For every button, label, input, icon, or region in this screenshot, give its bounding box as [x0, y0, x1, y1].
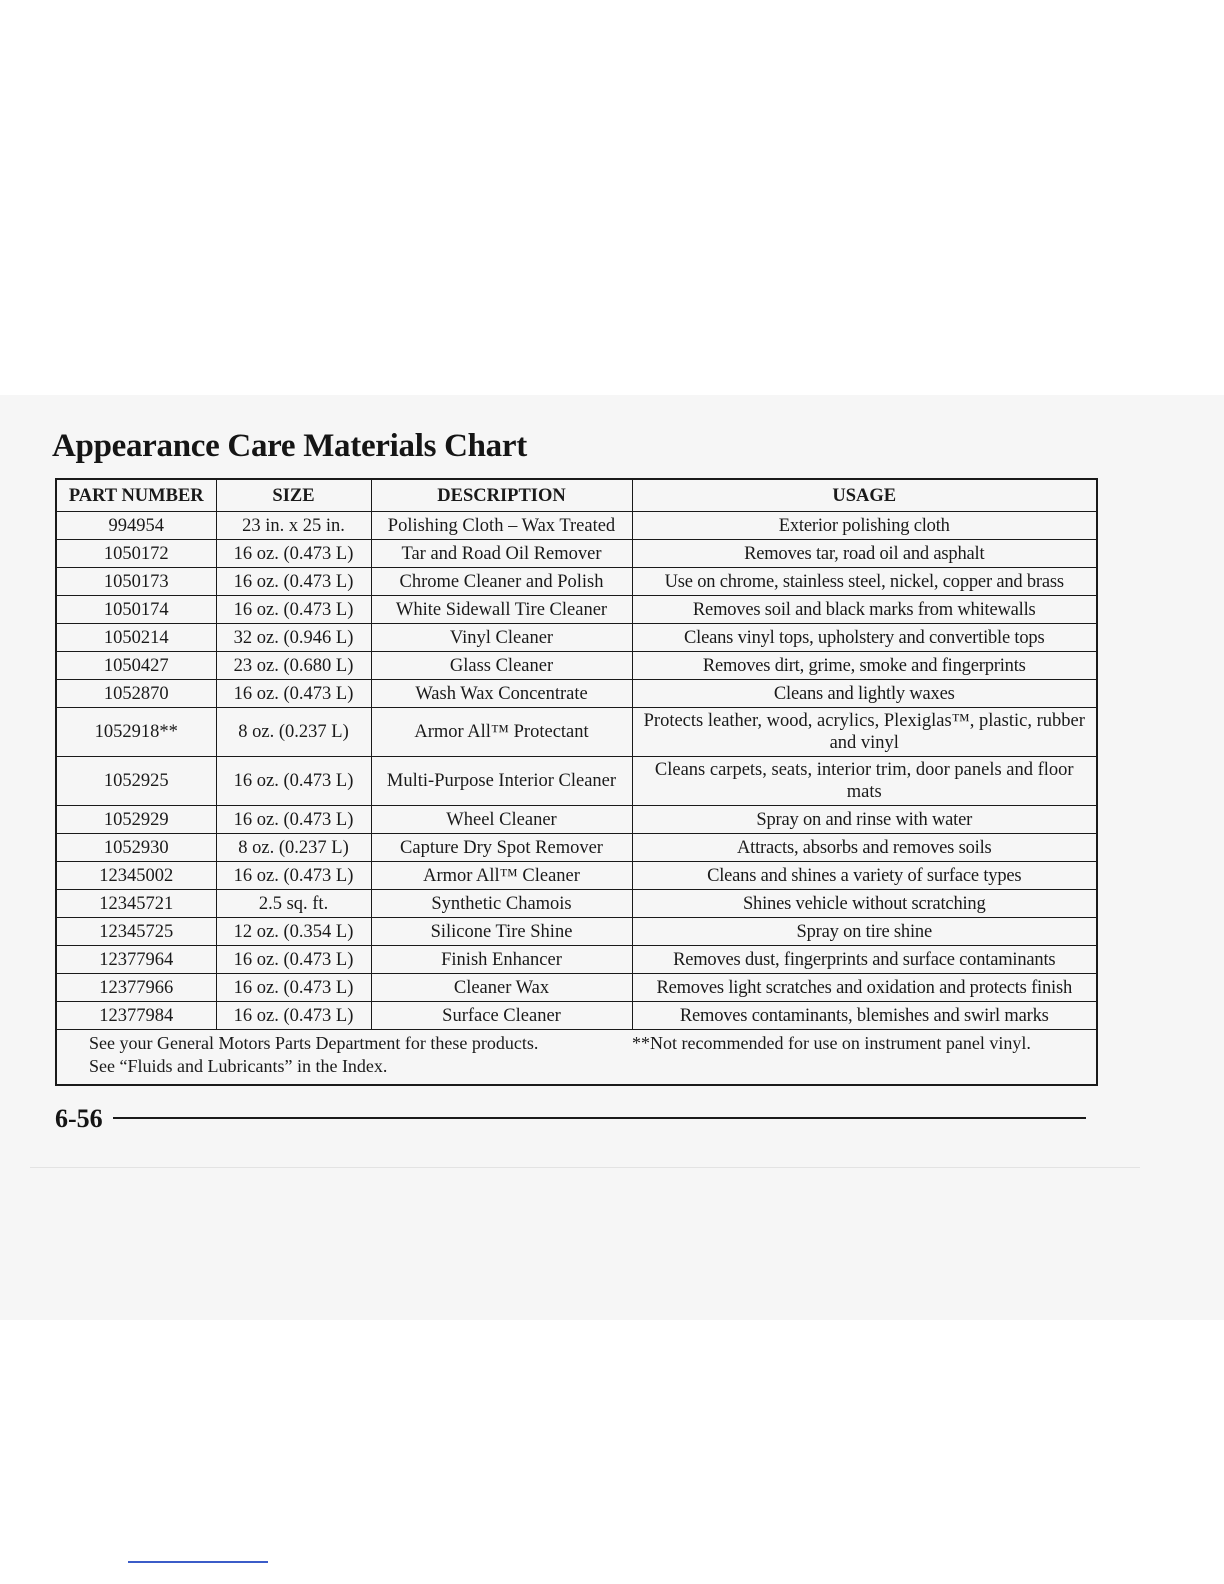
part-number-cell: 1050173: [56, 568, 216, 596]
part-number-cell: 12377964: [56, 946, 216, 974]
part-number-cell: 1052925: [56, 757, 216, 806]
part-number-cell: 12345721: [56, 890, 216, 918]
part-number-cell: 1050172: [56, 540, 216, 568]
size-cell: 16 oz. (0.473 L): [216, 680, 371, 708]
footnote-fluids-line: See “Fluids and Lubricants” in the Index.: [89, 1056, 388, 1076]
size-cell: 16 oz. (0.473 L): [216, 862, 371, 890]
description-cell: Armor All™ Protectant: [371, 708, 632, 757]
part-number-cell: 994954: [56, 512, 216, 540]
usage-cell: Removes dirt, grime, smoke and fingerprints: [632, 652, 1097, 680]
footer-rule: [113, 1117, 1086, 1119]
part-number-cell: 1052918**: [56, 708, 216, 757]
size-cell: 16 oz. (0.473 L): [216, 974, 371, 1002]
header-description: DESCRIPTION: [371, 479, 632, 512]
description-cell: Surface Cleaner: [371, 1002, 632, 1030]
description-cell: Synthetic Chamois: [371, 890, 632, 918]
size-cell: 8 oz. (0.237 L): [216, 708, 371, 757]
usage-cell: Spray on tire shine: [632, 918, 1097, 946]
table-row: [56, 680, 1097, 708]
usage-cell: Spray on and rinse with water: [632, 806, 1097, 834]
usage-cell: Cleans vinyl tops, upholstery and convertible tops: [632, 624, 1097, 652]
footnote-parts-line: See your General Motors Parts Department for these products.: [89, 1033, 539, 1053]
scan-line: [30, 1167, 1140, 1168]
usage-cell: Use on chrome, stainless steel, nickel, copper and brass: [632, 568, 1097, 596]
table-row: [56, 918, 1097, 946]
usage-cell: Removes dust, fingerprints and surface contaminants: [632, 946, 1097, 974]
description-cell: Chrome Cleaner and Polish: [371, 568, 632, 596]
description-cell: White Sidewall Tire Cleaner: [371, 596, 632, 624]
footnote-left: [56, 1030, 632, 1086]
header-part-number: PART NUMBER: [56, 479, 216, 512]
table-row: [56, 624, 1097, 652]
usage-cell: Cleans carpets, seats, interior trim, door panels and floor mats: [632, 757, 1097, 806]
size-cell: 16 oz. (0.473 L): [216, 596, 371, 624]
description-cell: Wheel Cleaner: [371, 806, 632, 834]
description-cell: Polishing Cloth – Wax Treated: [371, 512, 632, 540]
usage-cell: Removes tar, road oil and asphalt: [632, 540, 1097, 568]
bottom-link-rule: [128, 1561, 268, 1563]
footnote-right: **Not recommended for use on instrument panel vinyl.: [632, 1030, 1097, 1086]
table-row: [56, 596, 1097, 624]
table-row: [56, 652, 1097, 680]
usage-cell: Cleans and lightly waxes: [632, 680, 1097, 708]
usage-cell: Removes light scratches and oxidation and protects finish: [632, 974, 1097, 1002]
size-cell: 23 in. x 25 in.: [216, 512, 371, 540]
table-row: [56, 512, 1097, 540]
size-cell: 16 oz. (0.473 L): [216, 568, 371, 596]
description-cell: Capture Dry Spot Remover: [371, 834, 632, 862]
size-cell: 16 oz. (0.473 L): [216, 540, 371, 568]
part-number-cell: 1052930: [56, 834, 216, 862]
header-usage: USAGE: [632, 479, 1097, 512]
size-cell: 16 oz. (0.473 L): [216, 757, 371, 806]
description-cell: Tar and Road Oil Remover: [371, 540, 632, 568]
table-row: [56, 708, 1097, 757]
header-size: SIZE: [216, 479, 371, 512]
description-cell: Armor All™ Cleaner: [371, 862, 632, 890]
size-cell: 8 oz. (0.237 L): [216, 834, 371, 862]
description-cell: Finish Enhancer: [371, 946, 632, 974]
description-cell: Cleaner Wax: [371, 974, 632, 1002]
usage-cell: Shines vehicle without scratching: [632, 890, 1097, 918]
materials-table: [55, 478, 1098, 1086]
part-number-cell: 1050427: [56, 652, 216, 680]
size-cell: 16 oz. (0.473 L): [216, 806, 371, 834]
usage-cell: Exterior polishing cloth: [632, 512, 1097, 540]
part-number-cell: 1052870: [56, 680, 216, 708]
usage-cell: Protects leather, wood, acrylics, Plexiglas™, plastic, rubber and vinyl: [632, 708, 1097, 757]
table-row: [56, 806, 1097, 834]
table-row: [56, 862, 1097, 890]
table-header-row: [56, 479, 1097, 512]
page-number: 6-56: [55, 1104, 103, 1133]
size-cell: 23 oz. (0.680 L): [216, 652, 371, 680]
usage-cell: Removes contaminants, blemishes and swirl marks: [632, 1002, 1097, 1030]
table-row: [56, 890, 1097, 918]
usage-cell: Cleans and shines a variety of surface types: [632, 862, 1097, 890]
size-cell: 2.5 sq. ft.: [216, 890, 371, 918]
size-cell: 12 oz. (0.354 L): [216, 918, 371, 946]
part-number-cell: 12345725: [56, 918, 216, 946]
size-cell: 16 oz. (0.473 L): [216, 946, 371, 974]
usage-cell: Attracts, absorbs and removes soils: [632, 834, 1097, 862]
part-number-cell: 12377984: [56, 1002, 216, 1030]
table-footnote-row: [56, 1030, 1097, 1086]
table-row: [56, 834, 1097, 862]
description-cell: Glass Cleaner: [371, 652, 632, 680]
description-cell: Wash Wax Concentrate: [371, 680, 632, 708]
page-title: Appearance Care Materials Chart: [52, 428, 527, 464]
table-row: [56, 568, 1097, 596]
table-row: [56, 974, 1097, 1002]
description-cell: Silicone Tire Shine: [371, 918, 632, 946]
part-number-cell: 12345002: [56, 862, 216, 890]
description-cell: Vinyl Cleaner: [371, 624, 632, 652]
table-row: [56, 946, 1097, 974]
table-row: [56, 757, 1097, 806]
part-number-cell: 1050174: [56, 596, 216, 624]
size-cell: 32 oz. (0.946 L): [216, 624, 371, 652]
table-row: [56, 1002, 1097, 1030]
description-cell: Multi-Purpose Interior Cleaner: [371, 757, 632, 806]
usage-cell: Removes soil and black marks from whitewalls: [632, 596, 1097, 624]
part-number-cell: 1050214: [56, 624, 216, 652]
size-cell: 16 oz. (0.473 L): [216, 1002, 371, 1030]
part-number-cell: 12377966: [56, 974, 216, 1002]
part-number-cell: 1052929: [56, 806, 216, 834]
table-row: [56, 540, 1097, 568]
